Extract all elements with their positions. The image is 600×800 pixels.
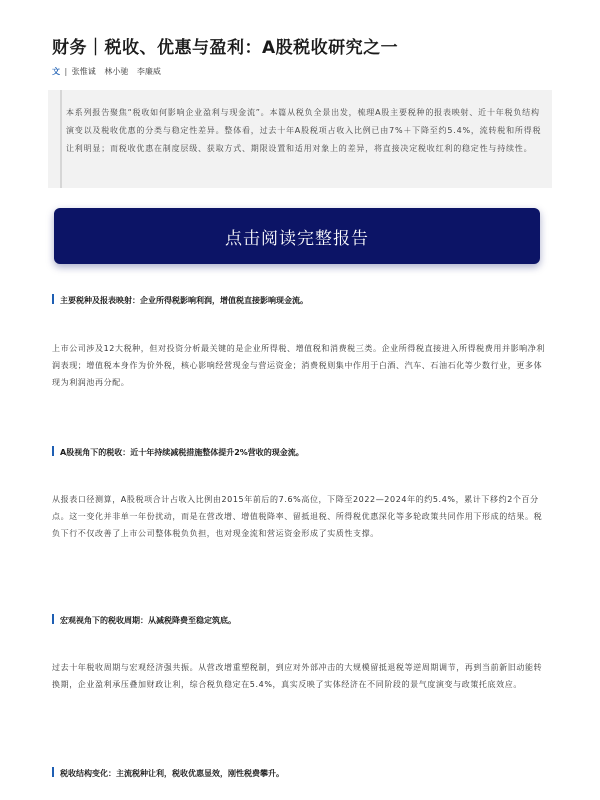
section-heading-text: 宏观视角下的税收周期：从减税降费至稳定筑底。 <box>60 616 236 625</box>
author-name: 林小驰 <box>104 67 129 76</box>
section-heading-text: 税收结构变化：主流税种让利，税收优惠显效，刚性税费攀升。 <box>60 769 284 778</box>
summary-quote-bar <box>60 90 62 188</box>
read-full-report-label: 点击阅读完整报告 <box>225 228 369 249</box>
section-marker <box>52 614 54 624</box>
summary-box <box>48 90 552 188</box>
byline <box>52 66 167 78</box>
section-heading-text: A股视角下的税收：近十年持续减税措施整体提升2%营收的现金流。 <box>60 448 304 457</box>
section-paragraph: 过去十年税收周期与宏观经济强共振。从营改增重塑税制，到应对外部冲击的大规模留抵退税等逆周期调节，再到当前新旧动能转换期，企业盈利承压叠加财政让利，综合税负稳定在5.4%，真实反映了实体经济在不同阶段的景气度演变与政策托底效应。 <box>52 663 543 689</box>
author-name: 张惟诚 <box>71 67 96 76</box>
section-heading <box>52 767 572 780</box>
section-heading <box>52 614 572 627</box>
section-heading-text: 主要税种及报表映射：企业所得税影响利润，增值税直接影响现金流。 <box>60 296 308 305</box>
section-marker <box>52 446 54 456</box>
read-full-report-button[interactable] <box>54 208 540 264</box>
byline-separator: | <box>64 67 68 76</box>
section-marker <box>52 767 54 777</box>
section-paragraph: 上市公司涉及12大税种，但对投资分析最关键的是企业所得税、增值税和消费税三类。企业所得税直接进入所得税费用并影响净利润表现；增值税本身作为价外税，核心影响经营现金与营运资金；消费税则集中作用于白酒、汽车、石油石化等少数行业，更多体现为利润池再分配。 <box>52 344 545 387</box>
section-marker <box>52 294 54 304</box>
summary-text: 本系列报告聚焦“税收如何影响企业盈利与现金流”。本篇从税负全景出发，梳理A股主要税种的报表映射、近十年税负结构演变以及税收优惠的分类与稳定性差异。整体看，过去十年A股税项占收入比例已由7%＋下降至约5.4%，流转税和所得税让利明显；而税收优惠在制度层级、获取方式、期限设置和适用对象上的差异，将直接决定税收红利的稳定性与持续性。 <box>66 108 542 153</box>
section-heading <box>52 446 572 459</box>
author-name: 李廉威 <box>136 67 161 76</box>
article-title: 财务｜税收、优惠与盈利：A股税收研究之一 <box>52 38 399 58</box>
section-paragraph: 从报表口径测算，A股税项合计占收入比例由2015年前后的7.6%高位，下降至2022—2024年的约5.4%，累计下移约2个百分点。这一变化并非单一年份扰动，而是在营改增、增值税降率、留抵退税、所得税优惠深化等多轮政策共同作用下形成的结果。税负下行不仅改善了上市公司整体税负负担，也对现金流和营运资金形成了实质性支撑。 <box>52 495 543 538</box>
byline-prefix: 文 <box>52 67 60 76</box>
section-heading <box>52 294 572 307</box>
